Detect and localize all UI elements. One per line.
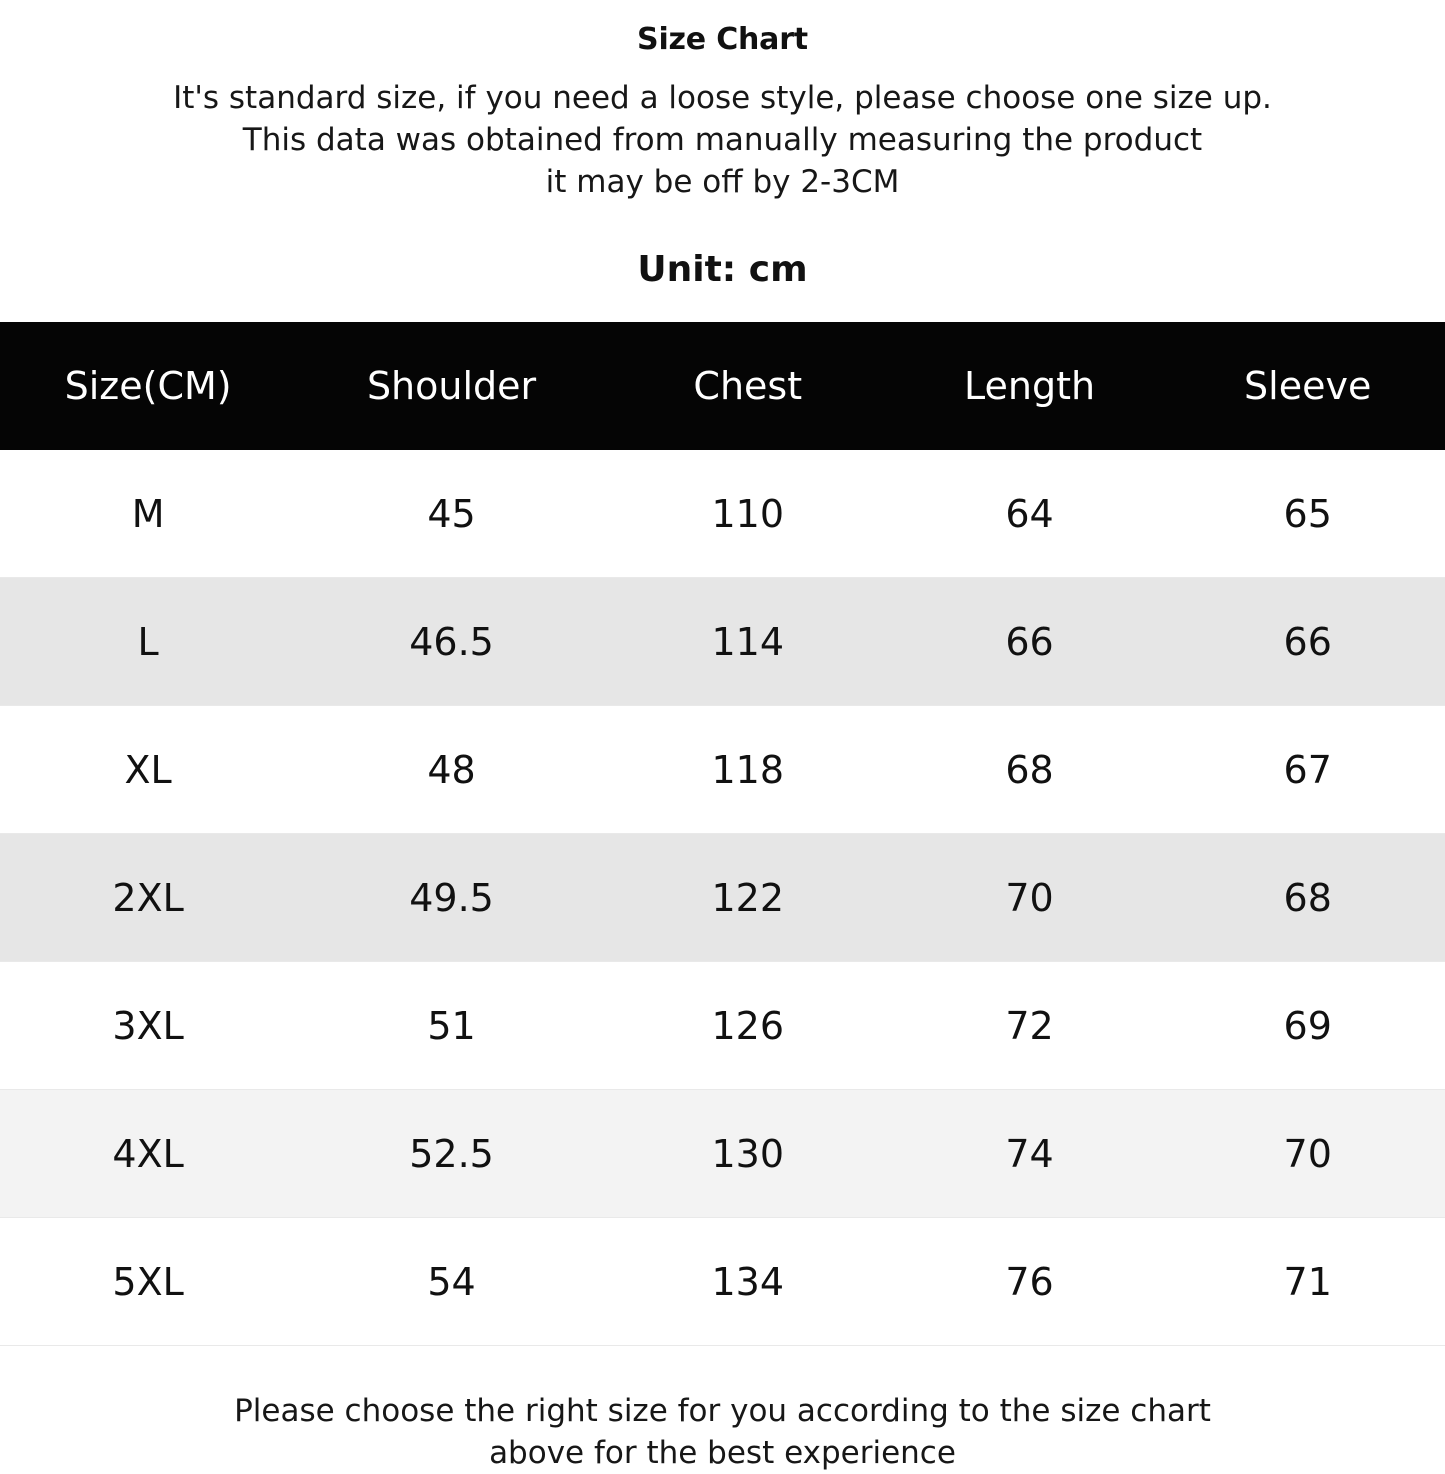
cell-chest: 134 [607,1218,889,1346]
cell-sleeve: 71 [1170,1218,1445,1346]
table-row [0,450,1445,578]
cell-size: XL [0,706,296,834]
cell-chest: 130 [607,1090,889,1218]
cell-size: 3XL [0,962,296,1090]
table-header-row [0,322,1445,450]
cell-length: 76 [889,1218,1171,1346]
footer-line-2: above for the best experience [489,1435,956,1471]
cell-shoulder: 49.5 [296,834,607,962]
cell-size: 4XL [0,1090,296,1218]
table-row [0,1218,1445,1346]
cell-size: 2XL [0,834,296,962]
cell-size: 5XL [0,1218,296,1346]
intro-line-3: it may be off by 2-3CM [545,164,900,200]
column-header-size: Size(CM) [0,322,296,450]
cell-length: 74 [889,1090,1171,1218]
cell-sleeve: 69 [1170,962,1445,1090]
cell-shoulder: 54 [296,1218,607,1346]
table-body [0,450,1445,1346]
table-row [0,962,1445,1090]
footer-text [234,1390,1211,1474]
cell-length: 66 [889,578,1171,706]
cell-sleeve: 67 [1170,706,1445,834]
footer-line-1: Please choose the right size for you according to the size chart [234,1393,1211,1429]
column-header-length: Length [889,322,1171,450]
table-row [0,1090,1445,1218]
column-header-shoulder: Shoulder [296,322,607,450]
table-row [0,706,1445,834]
cell-shoulder: 48 [296,706,607,834]
cell-sleeve: 66 [1170,578,1445,706]
cell-sleeve: 68 [1170,834,1445,962]
cell-chest: 114 [607,578,889,706]
column-header-chest: Chest [607,322,889,450]
cell-length: 64 [889,450,1171,578]
column-header-sleeve: Sleeve [1170,322,1445,450]
intro-line-2: This data was obtained from manually measuring the product [242,122,1203,158]
size-table [0,322,1445,1346]
cell-chest: 126 [607,962,889,1090]
cell-shoulder: 52.5 [296,1090,607,1218]
cell-size: L [0,578,296,706]
cell-length: 68 [889,706,1171,834]
cell-shoulder: 45 [296,450,607,578]
intro-line-1: It's standard size, if you need a loose style, please choose one size up. [173,80,1272,116]
table-header [0,322,1445,450]
cell-sleeve: 70 [1170,1090,1445,1218]
cell-sleeve: 65 [1170,450,1445,578]
cell-length: 72 [889,962,1171,1090]
cell-chest: 118 [607,706,889,834]
unit-label: Unit: cm [637,249,808,290]
cell-shoulder: 51 [296,962,607,1090]
table-row [0,578,1445,706]
table-row [0,834,1445,962]
cell-size: M [0,450,296,578]
cell-shoulder: 46.5 [296,578,607,706]
cell-length: 70 [889,834,1171,962]
page-title: Size Chart [637,22,808,57]
cell-chest: 110 [607,450,889,578]
intro-text [173,77,1272,203]
cell-chest: 122 [607,834,889,962]
